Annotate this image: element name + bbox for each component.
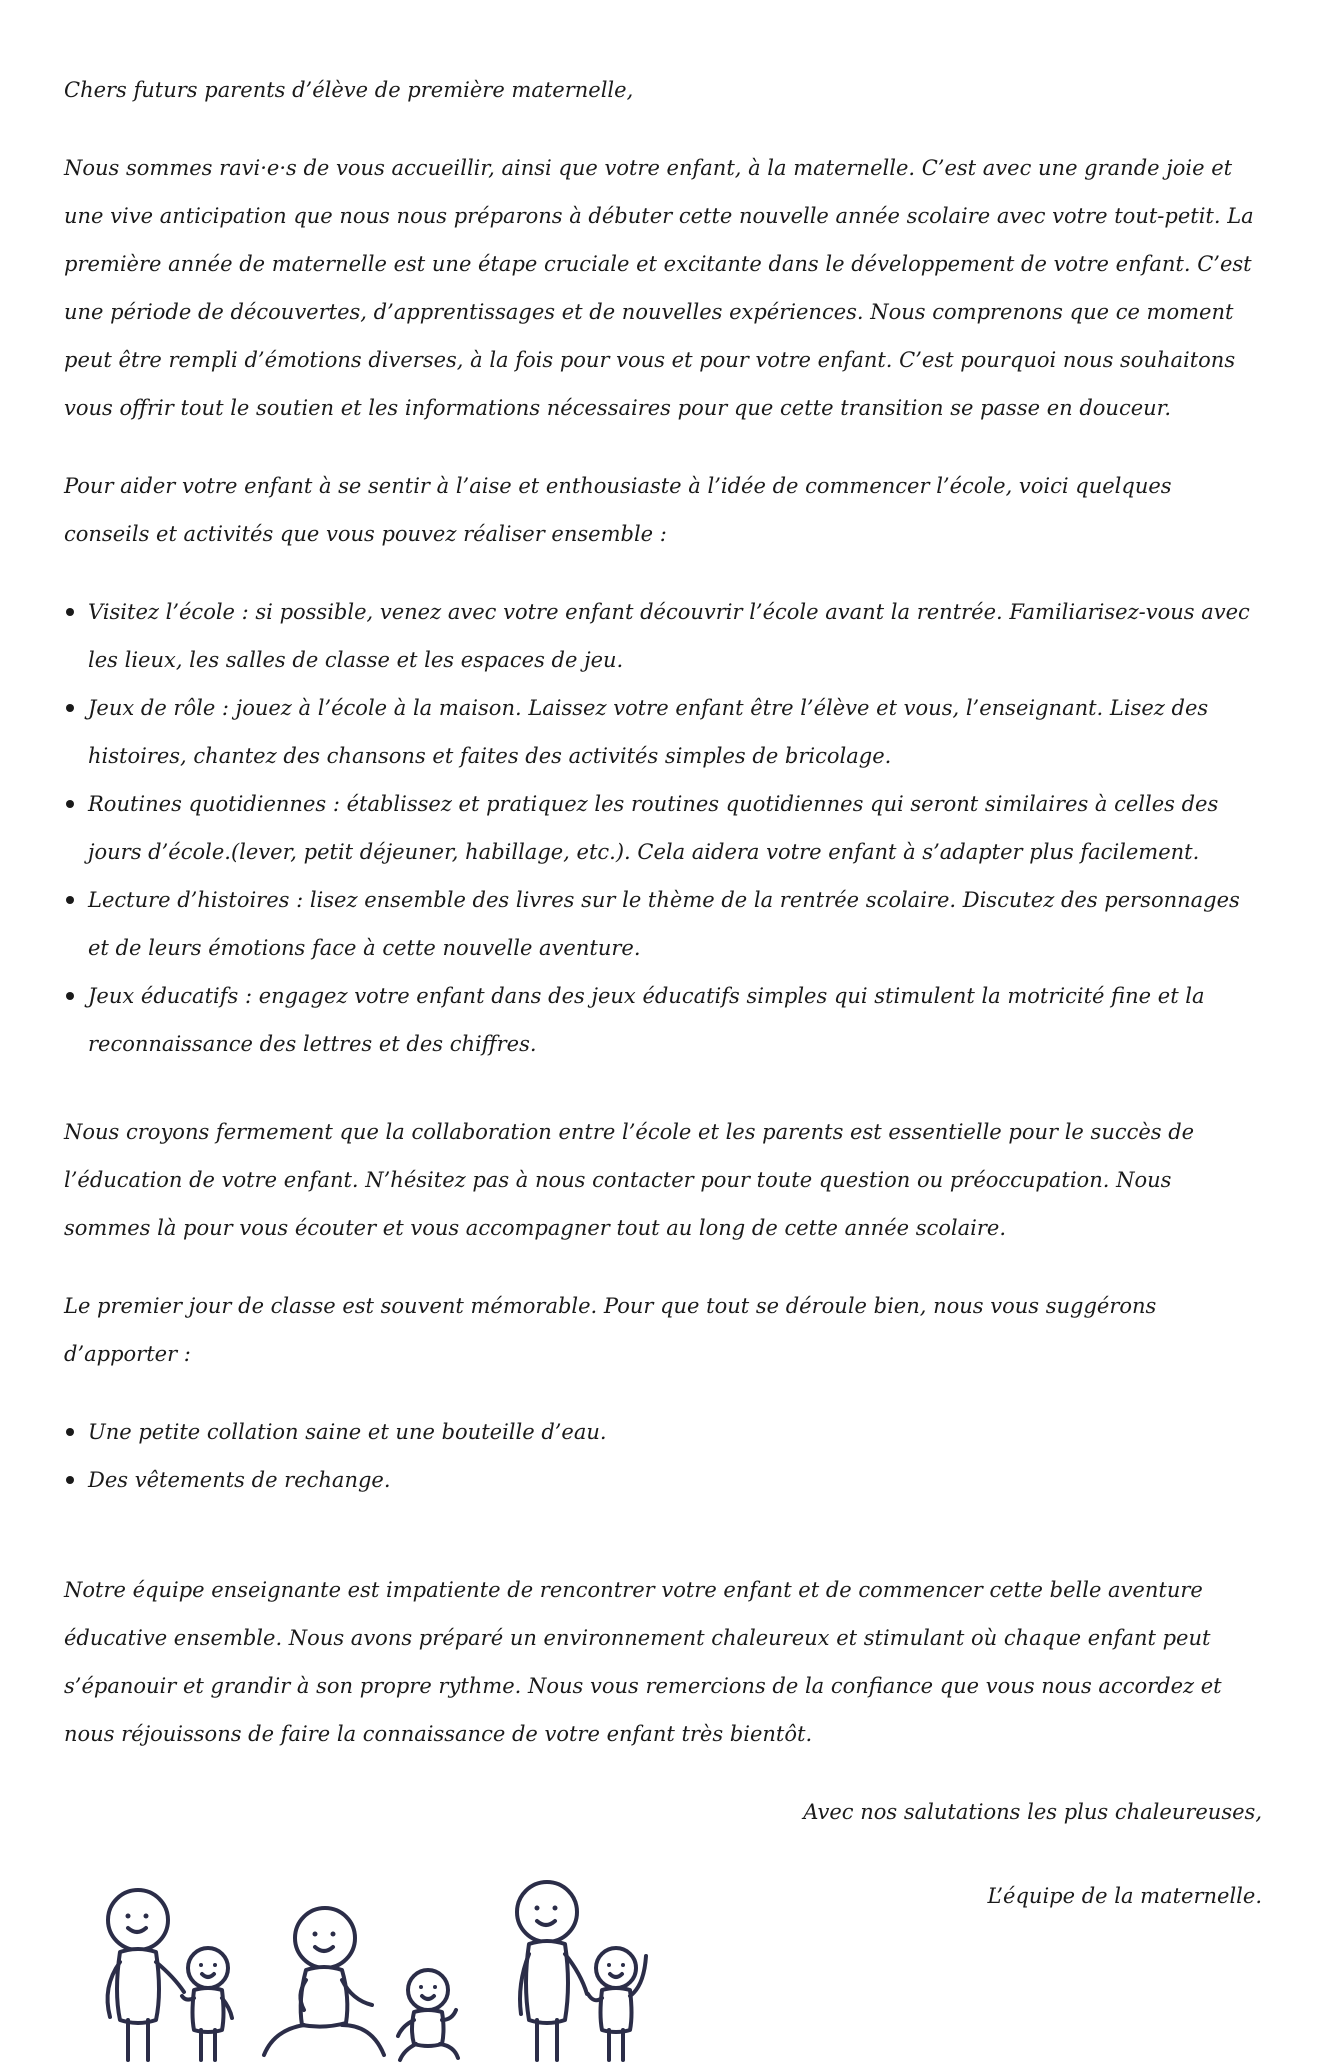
list-item: Des vêtements de rechange. (64, 1456, 1262, 1504)
adult-figure-icon (108, 1890, 184, 2060)
list-item: Jeux éducatifs : engagez votre enfant dans des jeux éducatifs simples qui stimulent la motricité fine et la reconnaissance des lettres et des chiffres. (64, 972, 1262, 1068)
tips-list (64, 588, 1262, 1068)
waving-child-figure-icon (588, 1948, 646, 2060)
sitting-child-figure-icon (398, 1970, 458, 2060)
list-item: Jeux de rôle : jouez à l’école à la maison. Laissez votre enfant être l’élève et vous, l’enseignant. Lisez des histoires, chantez des chansons et faites des activités simples de bricolage. (64, 684, 1262, 780)
collaboration-paragraph: Nous croyons fermement que la collaboration entre l’école et les parents est essentielle pour le succès de l’éducation de votre enfant. N’hésitez pas à nous contacter pour toute question ou préoccupation. Nous sommes là pour vous écouter et vous accompagner tout au long de cette année scolaire. (64, 1120, 1195, 1240)
tips-intro-paragraph: Pour aider votre enfant à se sentir à l’aise et enthousiaste à l’idée de commencer l’école, voici quelques conseils et activités que vous pouvez réaliser ensemble : (64, 474, 1172, 546)
sitting-adult-figure-icon (264, 1908, 384, 2055)
child-figure-icon (182, 1948, 232, 2060)
list-item: Une petite collation saine et une bouteille d’eau. (64, 1408, 1262, 1456)
team-paragraph: Notre équipe enseignante est impatiente de rencontrer votre enfant et de commencer cette belle aventure éducative ensemble. Nous avons préparé un environnement chaleureux et stimulant où chaque enfant peut s’épanouir et grandir à son propre rythme. Nous vous remercions de la confiance que vous nous accordez et nous réjouissons de faire la connaissance de votre enfant très bientôt. (64, 1578, 1222, 1746)
items-list (64, 1408, 1262, 1504)
closing-line: Avec nos salutations les plus chaleureuses, (803, 1800, 1262, 1824)
greeting: Chers futurs parents d’élève de première maternelle, (64, 78, 634, 102)
intro-paragraph: Nous sommes ravi·e·s de vous accueillir, ainsi que votre enfant, à la maternelle. C’est avec une grande joie et une vive anticipation que nous nous préparons à débuter cette nouvelle année scolaire avec votre tout-petit. La première année de maternelle est une étape cruciale et excitante dans le développement de votre enfant. C’est une période de découvertes, d’apprentissages et de nouvelles expériences. Nous comprenons que ce moment peut être rempli d’émotions diverses, à la fois pour vous et pour votre enfant. C’est pourquoi nous souhaitons vous offrir tout le soutien et les informations nécessaires pour que cette transition se passe en douceur. (64, 156, 1254, 420)
stick-figure-families-icon (80, 1880, 730, 2065)
list-item: Visitez l’école : si possible, venez avec votre enfant découvrir l’école avant la rentrée. Familiarisez-vous avec les lieux, les salles de classe et les espaces de jeu. (64, 588, 1262, 684)
first-day-paragraph: Le premier jour de classe est souvent mémorable. Pour que tout se déroule bien, nous vous suggérons d’apporter : (64, 1294, 1157, 1366)
list-item: Routines quotidiennes : établissez et pratiquez les routines quotidiennes qui seront similaires à celles des jours d’école.(lever, petit déjeuner, habillage, etc.). Cela aidera votre enfant à s’adapter plus facilement. (64, 780, 1262, 876)
adult-figure-icon (517, 1882, 587, 2060)
signature: L’équipe de la maternelle. (987, 1884, 1262, 1908)
list-item: Lecture d’histoires : lisez ensemble des livres sur le thème de la rentrée scolaire. Discutez des personnages et de leurs émotions face à cette nouvelle aventure. (64, 876, 1262, 972)
